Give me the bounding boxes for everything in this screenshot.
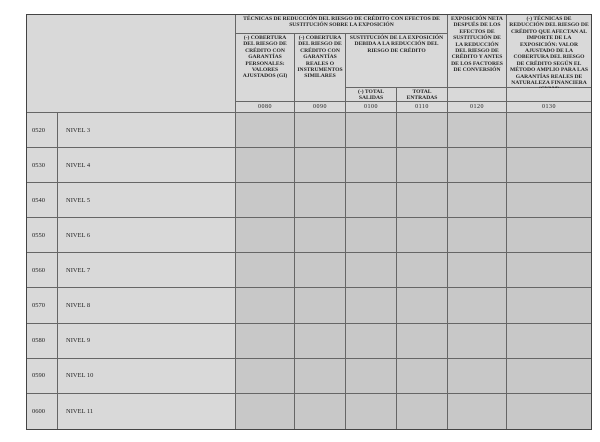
table-cell	[295, 218, 346, 253]
table-cell	[507, 113, 591, 148]
row-label: NIVEL 10	[58, 359, 236, 394]
row-code: 0550	[27, 218, 58, 253]
column-code: 0110	[397, 102, 448, 113]
table-cell	[507, 253, 591, 288]
column-header-0110: TOTAL ENTRADAS	[397, 88, 448, 102]
table-cell	[397, 394, 448, 429]
table-cell	[295, 183, 346, 218]
table-cell	[507, 183, 591, 218]
table-cell	[236, 183, 295, 218]
table-cell	[236, 113, 295, 148]
column-code: 0080	[236, 102, 295, 113]
table-cell	[448, 288, 507, 323]
table-cell	[448, 324, 507, 359]
row-code: 0580	[27, 324, 58, 359]
table-cell	[448, 394, 507, 429]
row-label: NIVEL 5	[58, 183, 236, 218]
column-header-0130: (-) TÉCNICAS DE REDUCCIÓN DEL RIESGO DE CRÉDITO QUE AFECTAN AL IMPORTE DE LA EXPOSICIÓN: VALOR AJUSTADO DE LA COBERTURA DEL RIESGO DE CRÉDITO SEGÚN EL MÉTODO AMPLIO PARA LAS GARANTÍAS REALES DE NATURALEZA FINANCIERA	[507, 15, 591, 88]
table-cell	[507, 359, 591, 394]
column-code: 0130	[507, 102, 591, 113]
row-label: NIVEL 9	[58, 324, 236, 359]
table-cell	[346, 288, 397, 323]
table-cell	[295, 394, 346, 429]
table-cell	[507, 218, 591, 253]
row-code: 0520	[27, 113, 58, 148]
row-label: NIVEL 6	[58, 218, 236, 253]
table-cell	[397, 218, 448, 253]
row-code: 0560	[27, 253, 58, 288]
group-header-substitution: TÉCNICAS DE REDUCCIÓN DEL RIESGO DE CRÉDITO CON EFECTOS DE SUSTITUCIÓN SOBRE LA EXPOSICIÓN	[236, 15, 448, 34]
table-cell	[346, 218, 397, 253]
row-label: NIVEL 3	[58, 113, 236, 148]
table-cell	[236, 394, 295, 429]
table-cell	[397, 113, 448, 148]
table-cell	[397, 148, 448, 183]
table-cell	[346, 183, 397, 218]
table-cell	[507, 148, 591, 183]
report-table	[26, 14, 592, 430]
table-cell	[507, 394, 591, 429]
row-label: NIVEL 4	[58, 148, 236, 183]
row-code: 0590	[27, 359, 58, 394]
table-corner	[27, 15, 236, 113]
table-cell	[295, 253, 346, 288]
column-header-0080: (-) COBERTURA DEL RIESGO DE CRÉDITO CON GARANTÍAS PERSONALES: VALORES AJUSTADOS (GI)	[236, 34, 295, 102]
table-cell	[236, 253, 295, 288]
table-cell	[346, 394, 397, 429]
table-cell	[448, 253, 507, 288]
table-cell	[236, 359, 295, 394]
column-header-0100: (-) TOTAL SALIDAS	[346, 88, 397, 102]
table-cell	[236, 324, 295, 359]
column-code: 0090	[295, 102, 346, 113]
column-code: 0120	[448, 102, 507, 113]
table-cell	[295, 148, 346, 183]
table-cell	[397, 288, 448, 323]
row-label: NIVEL 7	[58, 253, 236, 288]
row-code: 0540	[27, 183, 58, 218]
column-header-0090: (-) COBERTURA DEL RIESGO DE CRÉDITO CON GARANTÍAS REALES O INSTRUMENTOS SIMILARES	[295, 34, 346, 102]
row-code: 0530	[27, 148, 58, 183]
column-header-0120: EXPOSICIÓN NETA DESPUÉS DE LOS EFECTOS DE SUSTITUCIÓN DE LA REDUCCIÓN DEL RIESGO DE CRÉDITO Y ANTES DE LOS FACTORES DE CONVERSIÓN	[448, 15, 507, 88]
table-cell	[397, 324, 448, 359]
table-cell	[397, 359, 448, 394]
row-code: 0570	[27, 288, 58, 323]
table-cell	[448, 183, 507, 218]
table-cell	[346, 324, 397, 359]
subgroup-header-substitution: SUSTITUCIÓN DE LA EXPOSICIÓN DEBIDA A LA REDUCCIÓN DEL RIESGO DE CRÉDITO	[346, 34, 448, 88]
table-cell	[346, 359, 397, 394]
table-cell	[295, 288, 346, 323]
table-cell	[295, 359, 346, 394]
table-grid	[27, 15, 591, 429]
table-cell	[346, 148, 397, 183]
column-header-spacer-0130	[507, 88, 591, 102]
table-cell	[236, 218, 295, 253]
table-cell	[236, 148, 295, 183]
table-cell	[295, 113, 346, 148]
table-cell	[448, 148, 507, 183]
column-code: 0100	[346, 102, 397, 113]
table-cell	[507, 324, 591, 359]
table-cell	[236, 288, 295, 323]
row-label: NIVEL 8	[58, 288, 236, 323]
table-cell	[346, 253, 397, 288]
table-cell	[295, 324, 346, 359]
table-cell	[397, 183, 448, 218]
table-cell	[507, 288, 591, 323]
table-cell	[397, 253, 448, 288]
row-code: 0600	[27, 394, 58, 429]
row-label: NIVEL 11	[58, 394, 236, 429]
table-cell	[346, 113, 397, 148]
table-cell	[448, 359, 507, 394]
column-header-spacer-0120	[448, 88, 507, 102]
table-cell	[448, 113, 507, 148]
table-cell	[448, 218, 507, 253]
